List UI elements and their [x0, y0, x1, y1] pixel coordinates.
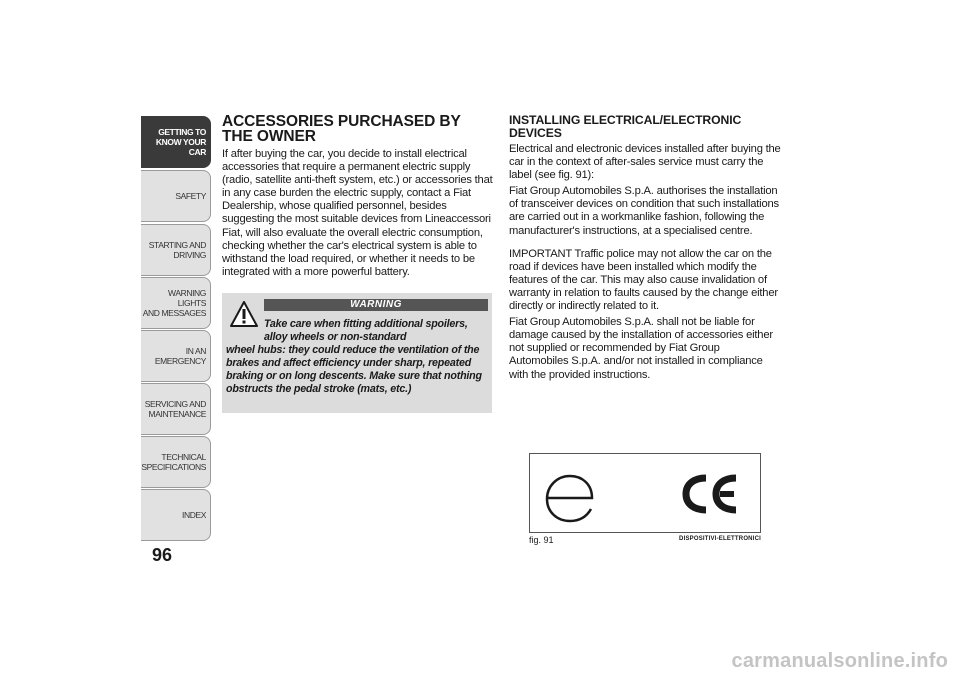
tab-starting-and-driving[interactable] — [141, 224, 211, 276]
tab-label: STARTING AND DRIVING — [148, 240, 206, 260]
tab-label: INDEX — [182, 510, 206, 520]
section-title: INSTALLING ELECTRICAL/ELECTRONIC DEVICES — [509, 113, 742, 140]
body-paragraph: Fiat Group Automobiles S.p.A. shall not be liable for damage caused by the installation of accessories either not supplied or recommended by Fiat Group Automobiles S.p.A. and/or not installed in compliance with the provided instructions. — [509, 316, 773, 381]
body-paragraph: Electrical and electronic devices installed after buying the car in the context of after-sales service must carry the label (see fig. 91): — [509, 143, 781, 182]
warning-text-indented: Take care when fitting additional spoilers, alloy wheels or non-standard — [264, 317, 468, 343]
page-number: 96 — [152, 545, 173, 565]
section-title: ACCESSORIES PURCHASED BY THE OWNER — [222, 113, 461, 145]
tab-index[interactable] — [141, 489, 211, 541]
tab-getting-to-know-your-car[interactable] — [141, 116, 211, 168]
warning-text — [226, 318, 488, 396]
figure-91 — [529, 453, 761, 533]
tab-servicing-and-maintenance[interactable] — [141, 383, 211, 435]
tab-label: GETTING TO KNOW YOUR CAR — [155, 127, 206, 157]
warning-text-rest: wheel hubs: they could reduce the ventilation of the brakes and affect efficiency under sharp, repeated braking or on long descents. Make sure that nothing obstructs the pedal stroke (mats, etc.) — [226, 343, 482, 395]
left-column — [222, 114, 494, 413]
body-paragraph: IMPORTANT Traffic police may not allow the car on the road if devices have been installed which modify the features of the car. This may also cause invalidation of warranty in relation to faults caused by the change either directly or indirectly related to it. — [509, 247, 778, 313]
tab-warning-lights[interactable] — [141, 277, 211, 329]
body-paragraph: If after buying the car, you decide to install electrical accessories that require a permanent electric supply (radio, satellite anti-theft system, etc.) or accessories that in any case burden the electric supply, contact a Fiat Dealership, whose qualified personnel, besides suggesting the most suitable devices from Lineaccessori Fiat, will also evaluate the overall electric consumption, checking whether the car's electrical system is able to withstand the load required, or whether it needs to be integrated with a more powerful battery. — [222, 148, 493, 278]
e-mark-icon — [540, 466, 600, 526]
tab-label: SAFETY — [175, 191, 206, 201]
tab-safety[interactable] — [141, 170, 211, 222]
figure-caption — [529, 535, 761, 547]
tab-label: IN AN EMERGENCY — [154, 346, 206, 366]
tab-label: TECHNICAL SPECIFICATIONS — [141, 452, 206, 472]
body-paragraph: Fiat Group Automobiles S.p.A. authorises the installation of transceiver devices on condition that such installations are carried out in a workmanlike fashion, following the manufacturer's instructions, at a specialised centre. — [509, 185, 779, 237]
warning-box — [222, 293, 492, 413]
tab-in-an-emergency[interactable] — [141, 330, 211, 382]
warning-header: WARNING — [264, 299, 488, 311]
figure-number: fig. 91 — [529, 535, 554, 545]
tab-label: WARNING LIGHTS AND MESSAGES — [142, 288, 206, 318]
tab-technical-specifications[interactable] — [141, 436, 211, 488]
tab-label: SERVICING AND MAINTENANCE — [144, 399, 206, 419]
right-column — [509, 114, 781, 389]
ce-mark-icon — [680, 472, 742, 516]
figure-code: DISPOSITIVI-ELETTRONICI — [679, 536, 761, 542]
watermark: carmanualsonline.info — [731, 650, 948, 672]
